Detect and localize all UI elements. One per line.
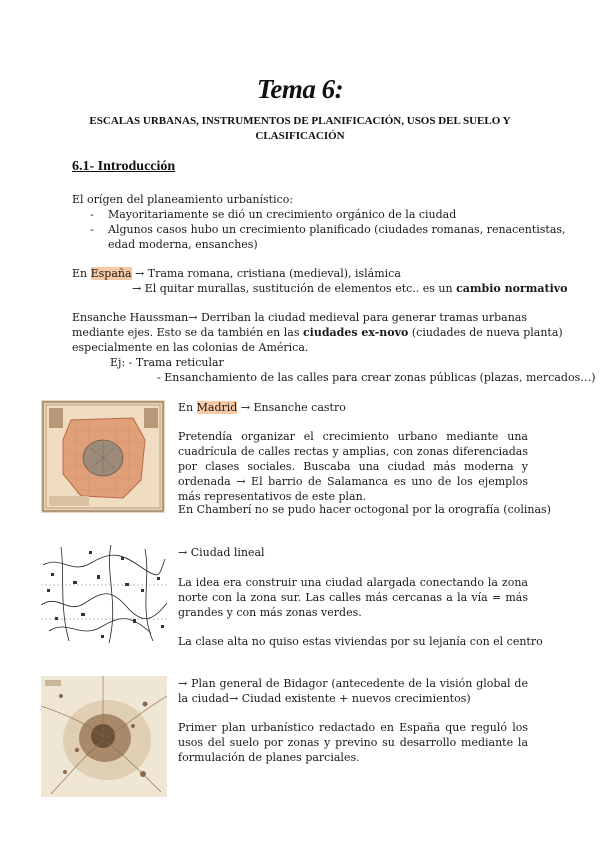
ensanche-example-1: Ej: - Trama reticular xyxy=(110,356,224,369)
madrid-heading xyxy=(178,400,346,415)
intro-bullet-cont: edad moderna, ensanches) xyxy=(108,238,258,251)
ciudad-lineal-image xyxy=(41,545,167,643)
ensanche-line-2 xyxy=(72,325,563,340)
spain-line xyxy=(72,266,401,281)
bullet-dash: - xyxy=(90,208,94,221)
bidagor-paragraph-1: Primer plan urbanístico redactado en España que reguló los usos del suelo por zonas y previno su desarrollo mediante la formulación de planes parciales. xyxy=(178,721,528,764)
intro-lead: El orígen del planeamiento urbanístico: xyxy=(72,193,294,206)
section-heading: 6.1- Introducción xyxy=(72,159,176,174)
madrid-highlight: Madrid xyxy=(196,401,238,414)
madrid-prefix: En xyxy=(178,401,197,414)
ensanche-line-3: especialmente en las colonias de América. xyxy=(72,341,309,354)
bidagor-plan-image xyxy=(41,676,167,797)
madrid-rest: → Ensanche castro xyxy=(237,401,346,414)
bidagor-plan-graphic xyxy=(41,676,167,797)
spain-rest: → Trama romana, cristiana (medieval), islámica xyxy=(131,267,401,280)
madrid-map-image xyxy=(41,400,165,513)
ensanche-text-end: (ciudades de nueva planta) xyxy=(408,326,563,339)
intro-bullet: Mayoritariamente se dió un crecimiento orgánico de la ciudad xyxy=(108,208,457,221)
ensanche-example-2: - Ensanchamiento de las calles para crear zonas públicas (plazas, mercados…) xyxy=(157,371,596,384)
lineal-heading: → Ciudad lineal xyxy=(178,546,265,559)
page-subtitle: ESCALAS URBANAS, INSTRUMENTOS DE PLANIFICACIÓN, USOS DEL SUELO Y CLASIFICACIÓN xyxy=(89,115,511,142)
spain-line2-text: → El quitar murallas, sustitución de elementos etc.. es un xyxy=(132,282,457,295)
spain-bold: cambio normativo xyxy=(456,282,568,295)
page-title: Tema 6: xyxy=(256,74,344,104)
ciudad-lineal-graphic xyxy=(41,545,167,643)
lineal-paragraph-2: La clase alta no quiso estas viviendas por su lejanía con el centro xyxy=(178,635,543,648)
madrid-paragraph-1: Pretendía organizar el crecimiento urbano mediante una cuadrícula de calles rectas y amplias, con zonas diferenciadas por clases sociales. Buscaba una ciudad más moderna y ordenada → El barrio de Salamanca es uno de los ejemplos más representativos de este plan. xyxy=(178,430,528,503)
intro-bullet: Algunos casos hubo un crecimiento planificado (ciudades romanas, renacentistas, xyxy=(108,223,566,236)
ensanche-bold: ciudades ex-novo xyxy=(302,326,409,339)
bidagor-heading: → Plan general de Bidagor (antecedente de la visión global de la ciudad→ Ciudad existente + nuevos crecimientos) xyxy=(178,677,528,705)
lineal-paragraph-1: La idea era construir una ciudad alargada conectando la zona norte con la zona sur. Las calles más cercanas a la vía = más grandes y con más zonas verdes. xyxy=(178,576,528,619)
spain-line-2 xyxy=(132,281,567,296)
spain-highlight: España xyxy=(90,267,132,280)
bullet-dash: - xyxy=(90,223,94,236)
madrid-map-graphic xyxy=(41,400,165,513)
spain-prefix: En xyxy=(72,267,91,280)
madrid-paragraph-2: En Chamberí no se pudo hacer octogonal por la orografía (colinas) xyxy=(178,503,551,516)
ensanche-text: mediante ejes. Esto se da también en las xyxy=(72,326,303,339)
ensanche-line-1: Ensanche Haussman→ Derriban la ciudad medieval para generar tramas urbanas xyxy=(72,311,528,324)
